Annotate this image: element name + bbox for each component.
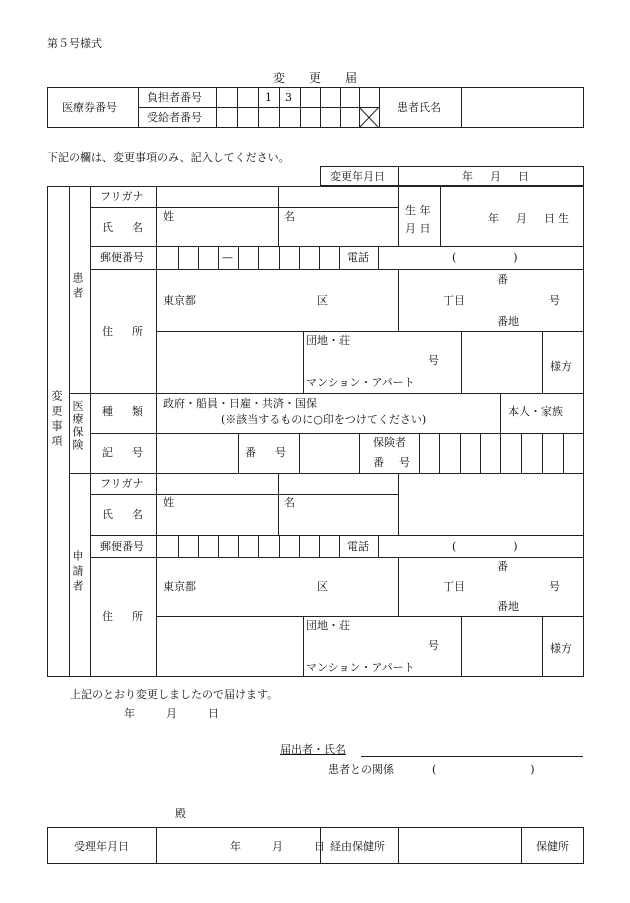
patient-samakata: 様方 <box>550 360 572 373</box>
applicant-signature-label: 届出者・氏名 <box>280 743 346 756</box>
relation-label: 患者との関係 <box>328 763 394 776</box>
insurer-label-1: 保険者 <box>373 436 406 449</box>
relation-paren: ( ) <box>432 763 539 776</box>
patient-ban: 番 <box>497 273 508 286</box>
applicant-tel-label: 電話 <box>347 540 369 553</box>
applicant-sei: 姓 <box>163 496 174 509</box>
applicant-furigana-label: フリガナ <box>100 477 144 490</box>
applicant-chome: 丁目 <box>443 580 465 593</box>
insurer-label-2: 番 号 <box>373 456 412 469</box>
section-applicant: 申請者 <box>71 550 84 595</box>
postal-dash: — <box>222 251 233 264</box>
insurance-self-family: 本人・家族 <box>508 405 563 418</box>
patient-ku: 区 <box>317 294 328 307</box>
page-title: 変 更 届 <box>273 71 364 85</box>
applicant-go: 号 <box>549 580 560 593</box>
applicant-name-field-label: 氏 名 <box>102 508 147 521</box>
applicant-ku: 区 <box>317 580 328 593</box>
patient-danchi: 団地・荘 <box>306 334 350 347</box>
insurance-note: (※該当するものに○印をつけてください) <box>221 413 427 426</box>
patient-postal-label: 郵便番号 <box>100 251 144 264</box>
patient-sei: 姓 <box>163 210 174 223</box>
applicant-address-label: 住 所 <box>102 610 147 623</box>
birth-label-2: 月 日 <box>405 222 431 235</box>
patient-address-label: 住 所 <box>102 325 147 338</box>
change-date-value: 年 月 日 <box>462 170 532 183</box>
applicant-go2: 号 <box>428 639 439 652</box>
patient-tokyo: 東京都 <box>163 294 196 307</box>
applicant-mansion: マンション・アパート <box>306 661 415 674</box>
insurance-symbol-label: 記 号 <box>102 446 147 459</box>
statement-date: 年 月 日 <box>124 707 222 720</box>
void-cell-cross <box>359 107 379 128</box>
dono: 殿 <box>175 807 186 820</box>
patient-mei: 名 <box>284 210 295 223</box>
applicant-tel-paren: ( ) <box>452 540 524 553</box>
receipt-date-label: 受理年月日 <box>74 840 129 853</box>
patient-chome: 丁目 <box>443 294 465 307</box>
patient-furigana-label: フリガナ <box>100 190 144 203</box>
receipt-via-label: 経由保健所 <box>330 840 385 853</box>
recipient-number-label: 受給者番号 <box>147 111 202 124</box>
patient-go: 号 <box>549 294 560 307</box>
receipt-date-value: 年 月 日 <box>230 840 328 853</box>
instruction-text: 下記の欄は、変更事項のみ、記入してください。 <box>47 151 290 164</box>
insurance-kind-label: 種 類 <box>102 405 147 418</box>
patient-banchi: 番地 <box>497 315 519 328</box>
applicant-danchi: 団地・荘 <box>306 619 350 632</box>
applicant-mei: 名 <box>284 496 295 509</box>
ticket-number-label: 医療券番号 <box>62 101 117 114</box>
applicant-banchi: 番地 <box>497 600 519 613</box>
receipt-hokenjo: 保健所 <box>536 840 569 853</box>
patient-go2: 号 <box>428 354 439 367</box>
payer-digit-1: 1 <box>265 91 272 104</box>
payer-number-label: 負担者番号 <box>147 91 202 104</box>
patient-name-label: 患者氏名 <box>397 101 441 114</box>
patient-mansion: マンション・アパート <box>306 376 415 389</box>
section-change-items: 変更事項 <box>50 390 63 450</box>
insurance-kinds: 政府・船員・日雇・共済・国保 <box>163 397 317 410</box>
payer-digit-2: 3 <box>285 91 292 104</box>
patient-tel-paren: ( ) <box>452 251 524 264</box>
insurance-number-label: 番 号 <box>245 446 290 459</box>
section-patient: 患者 <box>71 272 84 302</box>
birth-label-1: 生 年 <box>405 204 431 217</box>
statement-text: 上記のとおり変更しましたので届けます。 <box>70 688 279 701</box>
form-number: 第５号様式 <box>47 37 102 50</box>
applicant-ban: 番 <box>497 560 508 573</box>
change-date-label: 変更年月日 <box>330 170 385 183</box>
signature-line <box>361 756 583 757</box>
applicant-postal-label: 郵便番号 <box>100 540 144 553</box>
patient-name-field-label: 氏 名 <box>102 221 147 234</box>
birth-value: 年 月 日生 <box>488 212 572 225</box>
applicant-tokyo: 東京都 <box>163 580 196 593</box>
section-medical-insurance: 医療保険 <box>71 400 84 452</box>
applicant-samakata: 様方 <box>550 642 572 655</box>
patient-tel-label: 電話 <box>347 251 369 264</box>
